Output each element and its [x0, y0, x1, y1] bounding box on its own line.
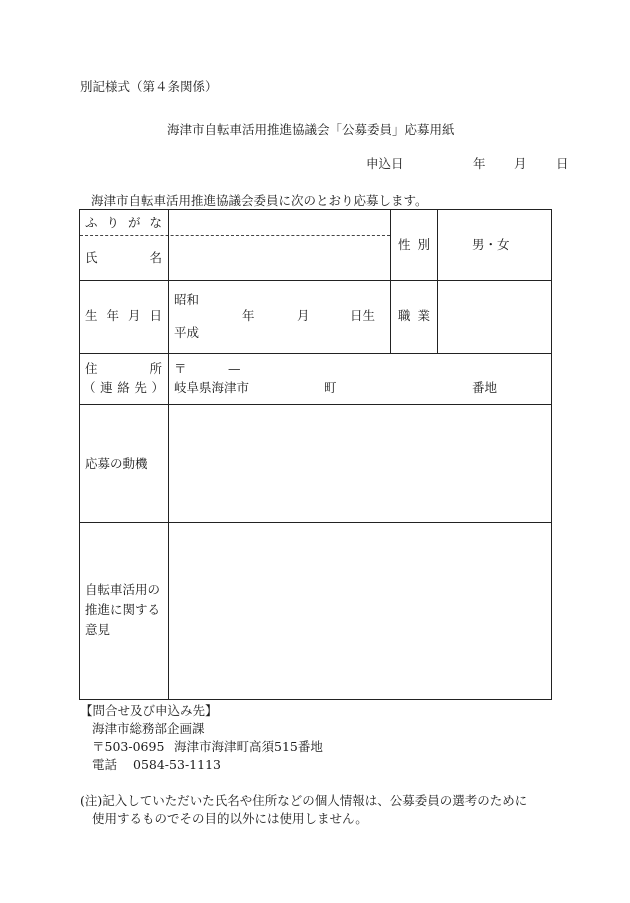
row-divider: [80, 280, 552, 281]
page-title: 海津市自転車活用推進協議会「公募委員」応募用紙: [167, 122, 455, 137]
motive-label: 応募の動機: [85, 456, 148, 471]
column-divider: [437, 210, 438, 353]
address-label: 住 所: [85, 361, 162, 376]
row-divider: [80, 522, 552, 523]
date-month-label: 月: [514, 156, 527, 171]
birth-month-label: 月: [297, 308, 310, 323]
address-town-label: 町: [324, 380, 337, 395]
date-day-label: 日: [556, 156, 569, 171]
contact-phone-number: 0584-53-1113: [133, 757, 221, 772]
privacy-note-line-2: 使用するものでその目的以外には使用しません。: [92, 811, 368, 826]
motive-input-area[interactable]: [170, 406, 550, 520]
row-divider: [80, 353, 552, 354]
opinion-input-area[interactable]: [170, 524, 550, 698]
furigana-label: ふ り が な: [85, 215, 162, 230]
privacy-note-line-1: (注)記入していただいた氏名や住所などの個人情報は、公募委員の選考のために: [80, 793, 528, 808]
contact-label: （ 連 絡 先 ）: [83, 380, 164, 395]
intro-text: 海津市自転車活用推進協議会委員に次のとおり応募します。: [91, 193, 428, 208]
date-year-label: 年: [473, 156, 486, 171]
contact-department: 海津市総務部企画課: [92, 721, 205, 736]
name-label: 氏 名: [85, 250, 162, 265]
era-showa-option[interactable]: 昭和: [174, 292, 200, 307]
contact-postal-code: 〒503-0695: [92, 739, 165, 754]
birth-year-label: 年: [242, 308, 255, 323]
row-divider: [80, 404, 552, 405]
label-column-divider: [168, 210, 169, 700]
birth-date-label: 生 年 月 日: [85, 308, 162, 323]
gender-label: 性 別: [398, 237, 430, 252]
opinion-label: 自転車活用の推進に関する意見: [85, 582, 161, 637]
furigana-input-area[interactable]: [170, 212, 388, 234]
gender-options[interactable]: 男・女: [472, 237, 510, 252]
birth-day-label: 日生: [350, 308, 376, 323]
postal-mark: 〒: [174, 361, 187, 376]
era-heisei-option[interactable]: 平成: [174, 325, 200, 340]
column-divider: [390, 210, 391, 353]
name-input-area[interactable]: [170, 237, 388, 279]
furigana-divider: [80, 235, 390, 236]
address-lot-label: 番地: [472, 380, 498, 395]
postal-dash: —: [228, 361, 241, 376]
occupation-label: 職 業: [398, 308, 430, 323]
application-date-label: 申込日: [366, 156, 404, 171]
address-prefecture-city: 岐阜県海津市: [174, 380, 250, 395]
contact-address: 海津市海津町高須515番地: [174, 739, 323, 754]
occupation-input-area[interactable]: [439, 282, 550, 352]
form-reference: 別記様式（第４条関係）: [80, 79, 218, 94]
contact-phone-label: 電話: [92, 757, 118, 772]
application-form-table: [79, 209, 552, 700]
contact-heading: 【問合せ及び申込み先】: [80, 703, 218, 718]
